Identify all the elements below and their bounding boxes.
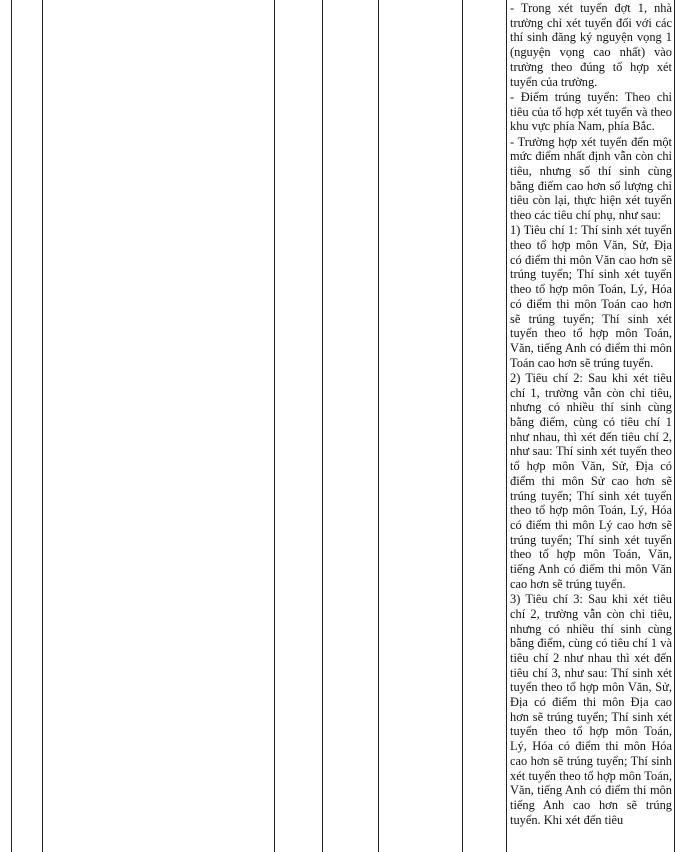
paragraph-first-round: - Trong xét tuyển đợt 1, nhà trường chỉ xét tuyển đối với các thí sinh đăng ký nguyện vọng 1 (nguyện vọng cao nhất) vào trường theo đúng tổ hợp xét tuyển của trường. bbox=[510, 1, 672, 89]
table-column-border bbox=[11, 0, 12, 852]
table-column-border bbox=[506, 0, 507, 852]
paragraph-criterion-1: 1) Tiêu chí 1: Thí sinh xét tuyển theo tổ hợp môn Văn, Sử, Địa có điểm thi môn Văn cao hơn sẽ trúng tuyển; Thí sinh xét tuyển theo tổ hợp môn Toán, Lý, Hóa có điểm thi môn Toán cao hơn sẽ trúng tuyển; Thí sinh xét tuyển theo tổ hợp môn Toán, Văn, tiếng Anh có điểm thi môn Toán cao hơn sẽ trúng tuyển. bbox=[510, 223, 672, 370]
table-column-border bbox=[274, 0, 275, 852]
table-column-border bbox=[378, 0, 379, 852]
table-column-border bbox=[674, 0, 675, 852]
paragraph-tiebreak-intro: - Trường hợp xét tuyển đến một mức điểm nhất định vẫn còn chỉ tiêu, nhưng số thí sinh cùng bằng điểm cao hơn số lượng chỉ tiêu còn lại, thực hiện xét tuyển theo các tiêu chí phụ, như sau: bbox=[510, 134, 672, 223]
paragraph-criterion-3: 3) Tiêu chí 3: Sau khi xét tiêu chí 2, trường vẫn còn chỉ tiêu, nhưng có nhiều thí sinh cùng bằng điểm, cùng có tiêu chí 1 và tiêu chí 2 như nhau thì xét đến tiêu chí 3, như sau: Thí sinh xét tuyển theo tổ hợp môn Văn, Sử, Địa có điểm thi môn Địa cao hơn sẽ trúng tuyển; Thí sinh xét tuyển theo tổ hợp môn Toán, Lý, Hóa có điểm thi môn Hóa cao hơn sẽ trúng tuyển; Thí sinh xét tuyển theo tổ hợp môn Toán, Văn, tiếng Anh có điểm thi môn tiếng Anh cao hơn sẽ trúng tuyển. Khi xét đến tiêu bbox=[510, 592, 672, 827]
table-column-border bbox=[322, 0, 323, 852]
paragraph-criterion-2: 2) Tiêu chí 2: Sau khi xét tiêu chí 1, trường vẫn còn chỉ tiêu, nhưng có nhiều thí sinh cùng bằng điểm, cùng có tiêu chí 1 như nhau, thì xét đến tiêu chí 2, như sau: Thí sinh xét tuyển theo tổ hợp môn Văn, Sử, Địa có điểm thi môn Sử cao hơn sẽ trúng tuyển; Thí sinh xét tuyển theo tổ hợp môn Toán, Lý, Hóa có điểm thi môn Lý cao hơn sẽ trúng tuyển; Thí sinh xét tuyển theo tổ hợp môn Toán, Văn, tiếng Anh có điểm thi môn Văn cao hơn sẽ trúng tuyển. bbox=[510, 370, 672, 591]
admission-criteria-cell bbox=[510, 1, 672, 828]
table-column-border bbox=[42, 0, 43, 852]
table-column-border bbox=[462, 0, 463, 852]
paragraph-cutoff-score: - Điểm trúng tuyển: Theo chỉ tiêu của tổ hợp xét tuyển và theo khu vực phía Nam, phía Bắc. bbox=[510, 89, 672, 134]
